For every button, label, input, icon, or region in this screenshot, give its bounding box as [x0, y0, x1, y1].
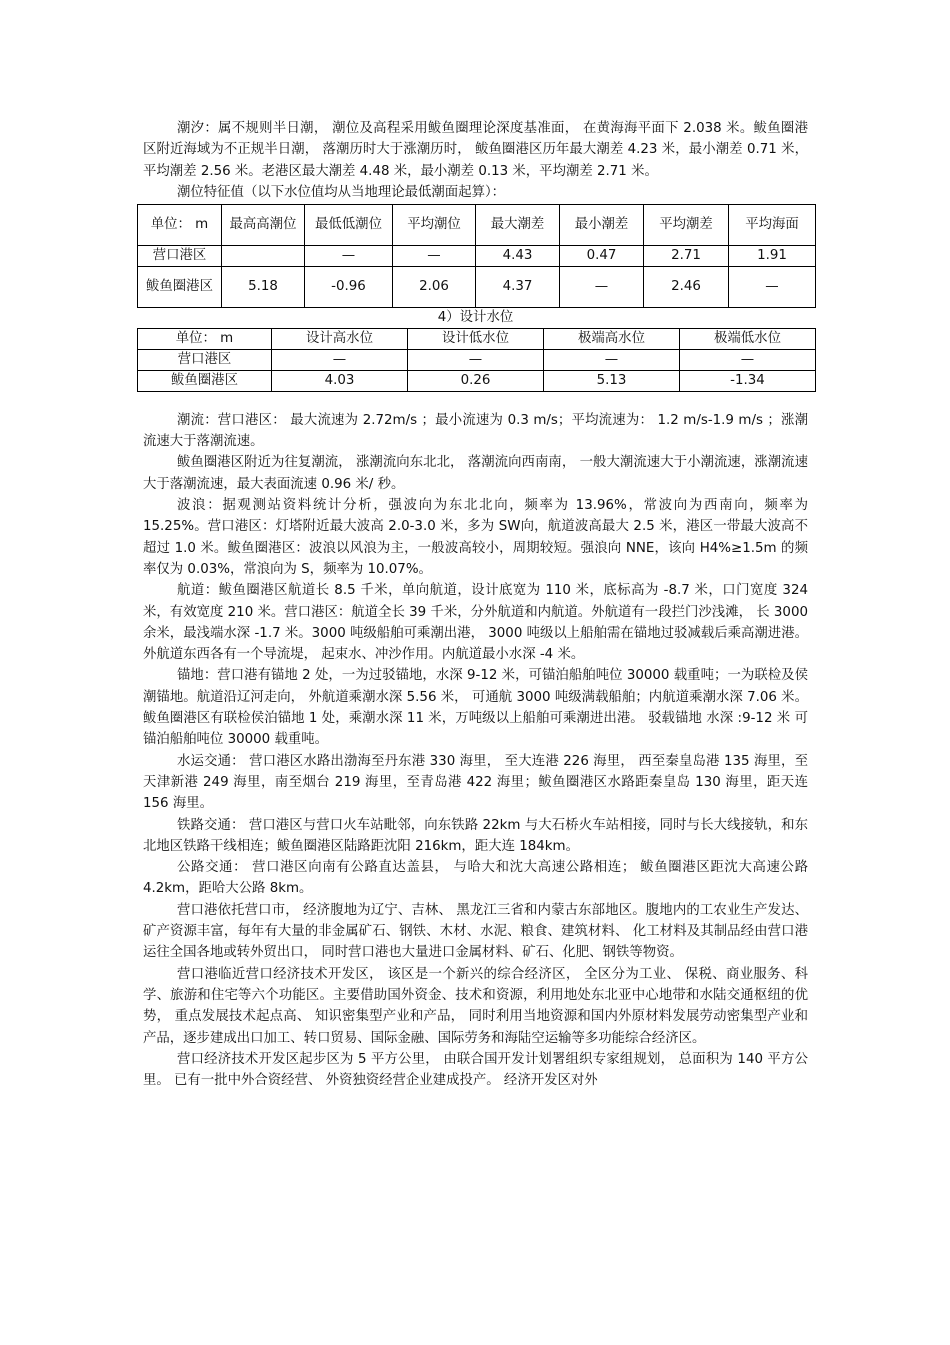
- table-cell: —: [680, 349, 816, 370]
- table-cell: 4.37: [476, 266, 560, 307]
- channel-paragraph: 航道：鲅鱼圈港区航道长 8.5 千米，单向航道，设计底宽为 110 米，底标高为 -8.7 米，口门宽度 324 米，有效宽度 210 米。营口港区：航道全长 39 千米，分外航道和内航道。外航道有一段拦门沙浅滩， 长 3000 余米，最浅端水深 -1.7 米。3000 吨级船舶可乘潮出港， 3000 吨级以上船舶需在锚地过驳减载后乘高潮进港。 外航道东西各有一个导流堤， 起束水、冲沙作用。内航道最小水深 -4 米。: [143, 583, 808, 663]
- bayuquan-current-paragraph: 鲅鱼圈港区附近为往复潮流， 涨潮流向东北北， 落潮流向西南南， 一般大潮流速大于小潮流速，涨潮流速大于落潮流速，最大表面流速 0.96 米/ 秒。: [143, 455, 808, 492]
- table-cell: —: [729, 266, 816, 307]
- railway-paragraph: 铁路交通： 营口港区与营口火车站毗邻，向东铁路 22km 与大石桥火车站相接，同时与长大线接轨，和东北地区铁路干线相连；鲅鱼圈港区陆路距沈阳 216km，距大连 184km。: [143, 817, 808, 854]
- table-cell: 2.46: [644, 266, 729, 307]
- table-header-row: [138, 204, 816, 245]
- table-cell: 4.03: [272, 370, 408, 391]
- header-cell: 平均潮差: [644, 204, 729, 245]
- header-cell: 设计高水位: [272, 328, 408, 349]
- table-cell: 2.71: [644, 245, 729, 266]
- table-cell: 鲅鱼圈港区: [138, 370, 272, 391]
- water-transport-paragraph: 水运交通： 营口港区水路出渤海至丹东港 330 海里， 至大连港 226 海里， 西至秦皇岛港 135 海里，至天津新港 249 海里，南至烟台 219 海里，至青岛港 422 海里；鲅鱼圈港区水路距秦皇岛 130 海里，距天连 156 海里。: [143, 753, 808, 812]
- table-cell: 鲅鱼圈港区: [138, 266, 222, 307]
- table-row: [138, 370, 816, 391]
- table-row: [138, 245, 816, 266]
- table-cell: 5.18: [222, 266, 305, 307]
- header-cell: 单位： m: [138, 328, 272, 349]
- development-zone-paragraph: 营口港临近营口经济技术开发区， 该区是一个新兴的综合经济区， 全区分为工业、 保税、商业服务、科学、旅游和住宅等六个功能区。主要借助国外资金、技术和资源，利用地处东北亚中心地带和水陆交通枢纽的优势， 重点发展技术起点高、 知识密集型产业和产品， 同时利用当地资源和国内外原材料发展劳动密集型产业和产品，逐步建成出口加工、转口贸易、国际金融、国际劳务和海陆空运输等多功能综合经济区。: [143, 966, 808, 1046]
- table-cell: 0.26: [408, 370, 544, 391]
- table-cell: —: [544, 349, 680, 370]
- table-cell: —: [393, 245, 476, 266]
- tide-characteristics-table: [137, 204, 816, 308]
- table-cell: —: [560, 266, 644, 307]
- header-cell: 平均潮位: [393, 204, 476, 245]
- header-cell: 平均海面: [729, 204, 816, 245]
- table-cell: [222, 245, 305, 266]
- table-cell: 5.13: [544, 370, 680, 391]
- hinterland-paragraph: 营口港依托营口市， 经济腹地为辽宁、吉林、 黑龙江三省和内蒙古东部地区。腹地内的工农业生产发达、矿产资源丰富，每年有大量的非金属矿石、钢铁、木材、水泥、粮食、建筑材料、 化工材料及其制品经由营口港运往全国各地或转外贸出口， 同时营口港也大量进口金属材料、矿石、化肥、钢铁等物资。: [143, 902, 808, 961]
- header-cell: 单位： m: [138, 204, 222, 245]
- table-row: [138, 349, 816, 370]
- table-cell: 1.91: [729, 245, 816, 266]
- wave-paragraph: 波浪：据观测站资料统计分析，强波向为东北北向，频率为 13.96%，常波向为西南向，频率为 15.25%。营口港区：灯塔附近最大波高 2.0-3.0 米，多为 SW向，航道波高最大 2.5 米，港区一带最大波高不超过 1.0 米。鲅鱼圈港区：波浪以风浪为主，一般波高较小，周期较短。强浪向 NNE，该向 H4%≥1.5m 的频率仅为 0.03%，常浪向为 S，频率为 10.07%。: [143, 498, 808, 577]
- table-cell: —: [408, 349, 544, 370]
- table-cell: 4.43: [476, 245, 560, 266]
- table-cell: -0.96: [305, 266, 393, 307]
- tide-paragraph: 潮汐：属不规则半日潮， 潮位及高程采用鲅鱼圈理论深度基准面， 在黄海海平面下 2.038 米。鲅鱼圈港区附近海域为不正规半日潮， 落潮历时大于涨潮历时， 鲅鱼圈港区历年最大潮差 4.23 米，最小潮差 0.71 米，平均潮差 2.56 米。老港区最大潮差 4.48 米，最小潮差 0.13 米，平均潮差 2.71 米。: [143, 121, 808, 179]
- table-header-row: [138, 328, 816, 349]
- table-row: [138, 266, 816, 307]
- header-cell: 设计低水位: [408, 328, 544, 349]
- table-cell: —: [305, 245, 393, 266]
- tidal-current-paragraph: 潮流：营口港区： 最大流速为 2.72m/s ；最小流速为 0.3 m/s；平均流速为： 1.2 m/s-1.9 m/s ；涨潮流速大于落潮流速。: [143, 412, 808, 450]
- design-water-level-table: [137, 328, 816, 392]
- highway-paragraph: 公路交通： 营口港区向南有公路直达盖县， 与哈大和沈大高速公路相连； 鲅鱼圈港区距沈大高速公路 4.2km，距哈大公路 8km。: [143, 860, 808, 897]
- table-cell: 0.47: [560, 245, 644, 266]
- header-cell: 最小潮差: [560, 204, 644, 245]
- header-cell: 最大潮差: [476, 204, 560, 245]
- design-water-level-caption: 4）设计水位: [437, 309, 514, 325]
- table-cell: —: [272, 349, 408, 370]
- header-cell: 极端高水位: [544, 328, 680, 349]
- header-cell: 最高高潮位: [222, 204, 305, 245]
- startup-zone-paragraph: 营口经济技术开发区起步区为 5 平方公里， 由联合国开发计划署组织专家组规划， 总面积为 140 平方公里。 已有一批中外合资经营、 外资独资经营企业建成投产。 经济开发区对外: [143, 1051, 808, 1089]
- table-cell: 营口港区: [138, 349, 272, 370]
- table-cell: 营口港区: [138, 245, 222, 266]
- table-cell: -1.34: [680, 370, 816, 391]
- spacer: [143, 392, 808, 410]
- table-cell: 2.06: [393, 266, 476, 307]
- document-page: [143, 118, 808, 1091]
- header-cell: 极端低水位: [680, 328, 816, 349]
- tide-table-title: 潮位特征值（以下水位值均从当地理论最低潮面起算）：: [177, 184, 506, 200]
- header-cell: 最低低潮位: [305, 204, 393, 245]
- anchorage-paragraph: 锚地：营口港有锚地 2 处，一为过驳锚地，水深 9-12 米，可锚泊船舶吨位 30000 载重吨；一为联检及侯潮锚地。航道沿辽河走向， 外航道乘潮水深 5.56 米， 可通航 3000 吨级满载船舶；内航道乘潮水深 7.06 米。 鲅鱼圈港区有联检侯泊锚地 1 处，乘潮水深 11 米，万吨级以上船舶可乘潮进出港。 驳载锚地 水深 :9-12 米 可锚泊船舶吨位 30000 载重吨。: [143, 668, 808, 748]
